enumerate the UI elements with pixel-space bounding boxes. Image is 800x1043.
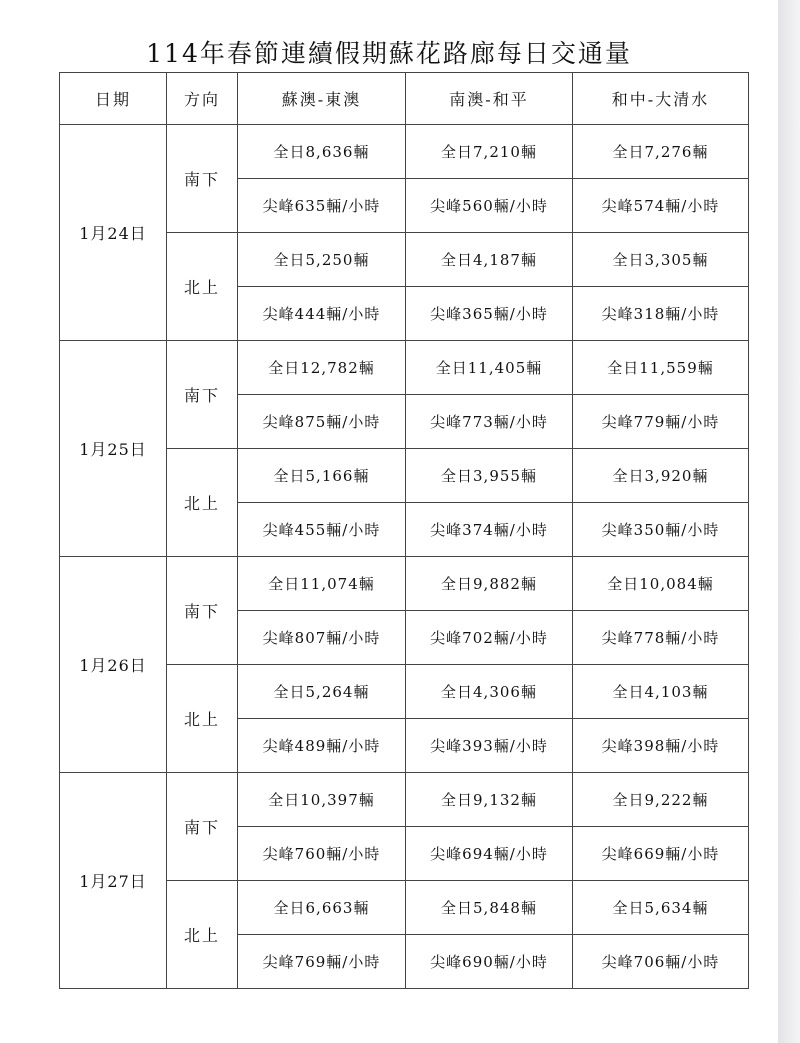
direction-cell: 北上 <box>167 233 238 341</box>
daily-volume-cell: 全日6,663輛 <box>238 881 406 935</box>
peak-volume-cell: 尖峰807輛/小時 <box>238 611 406 665</box>
peak-volume-cell: 尖峰574輛/小時 <box>573 179 749 233</box>
daily-volume-cell: 全日5,634輛 <box>573 881 749 935</box>
daily-volume-cell: 全日8,636輛 <box>238 125 406 179</box>
direction-cell: 北上 <box>167 881 238 989</box>
direction-cell: 北上 <box>167 665 238 773</box>
daily-volume-cell: 全日9,222輛 <box>573 773 749 827</box>
traffic-table <box>59 72 749 989</box>
date-cell: 1月25日 <box>60 341 167 557</box>
peak-volume-cell: 尖峰455輛/小時 <box>238 503 406 557</box>
peak-volume-cell: 尖峰393輛/小時 <box>406 719 573 773</box>
direction-cell: 南下 <box>167 125 238 233</box>
peak-volume-cell: 尖峰669輛/小時 <box>573 827 749 881</box>
direction-cell: 南下 <box>167 557 238 665</box>
daily-volume-cell: 全日11,405輛 <box>406 341 573 395</box>
peak-volume-cell: 尖峰773輛/小時 <box>406 395 573 449</box>
peak-volume-cell: 尖峰690輛/小時 <box>406 935 573 989</box>
peak-volume-cell: 尖峰702輛/小時 <box>406 611 573 665</box>
peak-volume-cell: 尖峰318輛/小時 <box>573 287 749 341</box>
header-direction: 方向 <box>167 73 238 125</box>
peak-volume-cell: 尖峰875輛/小時 <box>238 395 406 449</box>
date-cell: 1月26日 <box>60 557 167 773</box>
daily-volume-cell: 全日12,782輛 <box>238 341 406 395</box>
daily-volume-cell: 全日5,264輛 <box>238 665 406 719</box>
peak-volume-cell: 尖峰398輛/小時 <box>573 719 749 773</box>
peak-volume-cell: 尖峰779輛/小時 <box>573 395 749 449</box>
daily-volume-cell: 全日11,074輛 <box>238 557 406 611</box>
direction-cell: 北上 <box>167 449 238 557</box>
daily-volume-cell: 全日7,210輛 <box>406 125 573 179</box>
peak-volume-cell: 尖峰374輛/小時 <box>406 503 573 557</box>
table-row <box>60 341 749 395</box>
daily-volume-cell: 全日9,132輛 <box>406 773 573 827</box>
daily-volume-cell: 全日4,103輛 <box>573 665 749 719</box>
peak-volume-cell: 尖峰560輛/小時 <box>406 179 573 233</box>
daily-volume-cell: 全日9,882輛 <box>406 557 573 611</box>
daily-volume-cell: 全日5,166輛 <box>238 449 406 503</box>
daily-volume-cell: 全日3,955輛 <box>406 449 573 503</box>
table-row <box>60 557 749 611</box>
header-date: 日期 <box>60 73 167 125</box>
daily-volume-cell: 全日3,920輛 <box>573 449 749 503</box>
direction-cell: 南下 <box>167 341 238 449</box>
date-cell: 1月27日 <box>60 773 167 989</box>
peak-volume-cell: 尖峰694輛/小時 <box>406 827 573 881</box>
daily-volume-cell: 全日5,848輛 <box>406 881 573 935</box>
peak-volume-cell: 尖峰365輛/小時 <box>406 287 573 341</box>
header-row <box>60 73 749 125</box>
header-segment-suao-dongao: 蘇澳-東澳 <box>238 73 406 125</box>
peak-volume-cell: 尖峰706輛/小時 <box>573 935 749 989</box>
peak-volume-cell: 尖峰760輛/小時 <box>238 827 406 881</box>
header-segment-nanao-heping: 南澳-和平 <box>406 73 573 125</box>
table-row <box>60 773 749 827</box>
daily-volume-cell: 全日10,084輛 <box>573 557 749 611</box>
date-cell: 1月24日 <box>60 125 167 341</box>
table-body <box>60 125 749 989</box>
peak-volume-cell: 尖峰635輛/小時 <box>238 179 406 233</box>
daily-volume-cell: 全日7,276輛 <box>573 125 749 179</box>
peak-volume-cell: 尖峰350輛/小時 <box>573 503 749 557</box>
daily-volume-cell: 全日5,250輛 <box>238 233 406 287</box>
peak-volume-cell: 尖峰769輛/小時 <box>238 935 406 989</box>
peak-volume-cell: 尖峰489輛/小時 <box>238 719 406 773</box>
daily-volume-cell: 全日4,306輛 <box>406 665 573 719</box>
table-row <box>60 125 749 179</box>
peak-volume-cell: 尖峰778輛/小時 <box>573 611 749 665</box>
daily-volume-cell: 全日3,305輛 <box>573 233 749 287</box>
page-edge-shadow <box>778 0 800 1043</box>
daily-volume-cell: 全日10,397輛 <box>238 773 406 827</box>
header-segment-hezhong-daqingshui: 和中-大清水 <box>573 73 749 125</box>
document-title: 114年春節連續假期蘇花路廊每日交通量 <box>146 39 632 68</box>
daily-volume-cell: 全日4,187輛 <box>406 233 573 287</box>
daily-volume-cell: 全日11,559輛 <box>573 341 749 395</box>
direction-cell: 南下 <box>167 773 238 881</box>
peak-volume-cell: 尖峰444輛/小時 <box>238 287 406 341</box>
